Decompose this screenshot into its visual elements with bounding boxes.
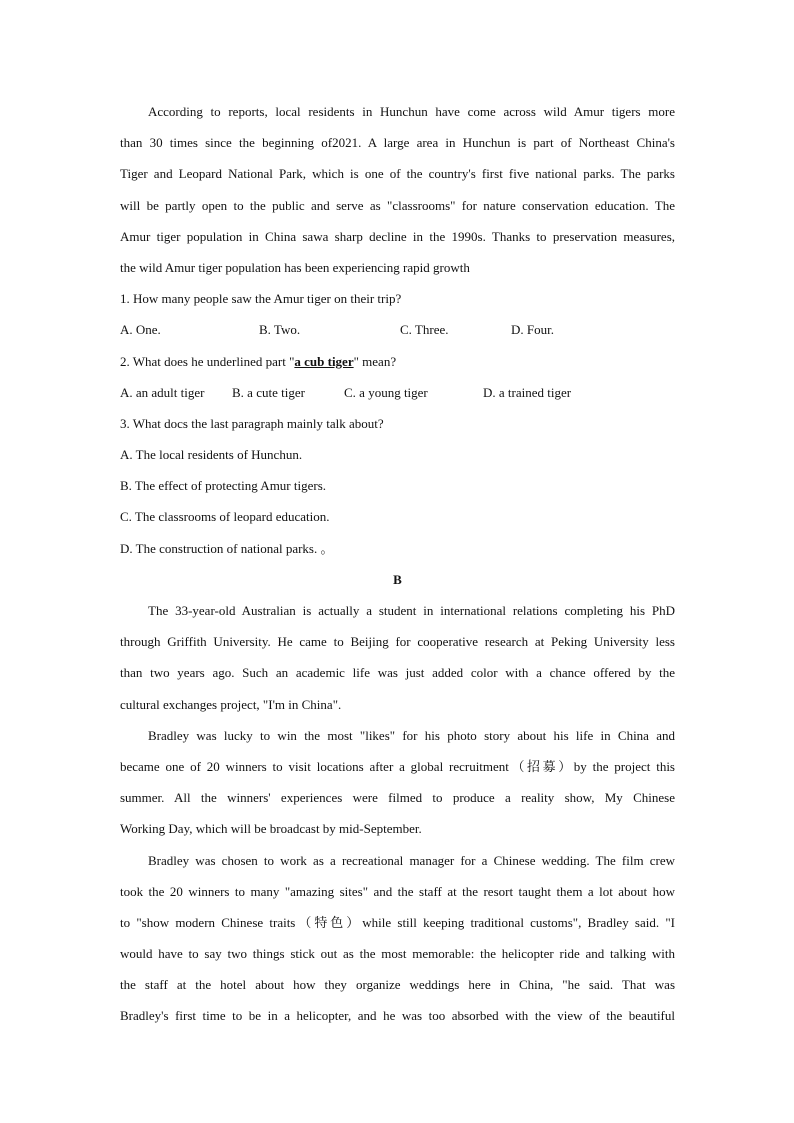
question-stem — [120, 346, 675, 377]
paragraph-line: would have to say two things stick out as the most memorable: the helicopter ride and talking with — [120, 946, 675, 962]
option-b: B. Two. — [259, 322, 301, 338]
passage-b-paragraph-3 — [120, 845, 675, 1032]
option-c: C. The classrooms of leopard education. — [120, 509, 330, 525]
underlined-phrase: a cub tiger — [294, 353, 354, 369]
paragraph-line: the staff at the hotel about how they organize weddings here in China, "he said. That was — [120, 977, 675, 993]
paragraph-line: cultural exchanges project, "I'm in China". — [120, 696, 342, 712]
option-d: D. Four. — [511, 322, 554, 338]
options-row — [120, 377, 675, 408]
options-row — [120, 314, 675, 345]
question-stem: 3. What docs the last paragraph mainly talk about? — [120, 415, 384, 431]
paragraph-line: Bradley was chosen to work as a recreational manager for a Chinese wedding. The film crew — [148, 852, 675, 868]
option-c: C. Three. — [400, 322, 449, 338]
paragraph-line: the wild Amur tiger population has been experiencing rapid growth — [120, 259, 470, 275]
paragraph-line: through Griffith University. He came to Beijing for cooperative research at Peking University less — [120, 634, 675, 650]
question-stem: 1. How many people saw the Amur tiger on their trip? — [120, 291, 402, 307]
stem-prefix: 2. What does he underlined part " — [120, 353, 295, 369]
paragraph-line: to "show modern Chinese traits（特色）while still keeping traditional customs", Bradley said. "I — [120, 914, 675, 930]
paragraph-line: Amur tiger population in China sawa sharp decline in the 1990s. Thanks to preservation measures, — [120, 228, 675, 244]
paragraph-line: than two years ago. Such an academic life was just added color with a chance offered by the — [120, 665, 675, 681]
paragraph-line: Tiger and Leopard National Park, which is one of the country's first five national parks. The parks — [120, 166, 675, 182]
paragraph-line: than 30 times since the beginning of2021. A large area in Hunchun is part of Northeast China's — [120, 135, 675, 151]
option-d: D. a trained tiger — [483, 384, 572, 400]
paragraph-line: summer. All the winners' experiences were filmed to produce a reality show, My Chinese — [120, 790, 675, 806]
paragraph-line: became one of 20 winners to visit locations after a global recruitment（招募）by the project this — [120, 758, 675, 774]
paragraph-line: took the 20 winners to many "amazing sites" and the staff at the resort taught them a lot about how — [120, 883, 675, 899]
option-b: B. The effect of protecting Amur tigers. — [120, 478, 327, 494]
paragraph-line: Bradley's first time to be in a helicopter, and he was too absorbed with the view of the beautiful — [120, 1008, 675, 1024]
stem-suffix: " mean? — [353, 353, 397, 369]
option-a: A. One. — [120, 322, 161, 338]
passage-b-paragraph-1 — [120, 595, 675, 720]
option-c: C. a young tiger — [344, 384, 428, 400]
option-d: D. The construction of national parks. 。 — [120, 540, 334, 556]
paragraph-line: Working Day, which will be broadcast by mid-September. — [120, 821, 422, 837]
paragraph-line: will be partly open to the public and serve as "classrooms" for nature conservation education. The — [120, 197, 675, 213]
passage-a — [120, 96, 675, 283]
passage-b-paragraph-2 — [120, 720, 675, 845]
document-page — [120, 96, 675, 1032]
question-3 — [120, 408, 675, 564]
question-1 — [120, 283, 675, 345]
option-b: B. a cute tiger — [232, 384, 305, 400]
paragraph-line: The 33-year-old Australian is actually a student in international relations completing his PhD — [148, 603, 675, 618]
option-a: A. an adult tiger — [120, 384, 205, 400]
paragraph-line: According to reports, local residents in Hunchun have come across wild Amur tigers more — [148, 104, 675, 119]
option-a: A. The local residents of Hunchun. — [120, 447, 303, 463]
question-2 — [120, 346, 675, 408]
paragraph-line: Bradley was lucky to win the most "likes" for his photo story about his life in China and — [148, 727, 675, 743]
section-heading: B — [393, 571, 402, 587]
